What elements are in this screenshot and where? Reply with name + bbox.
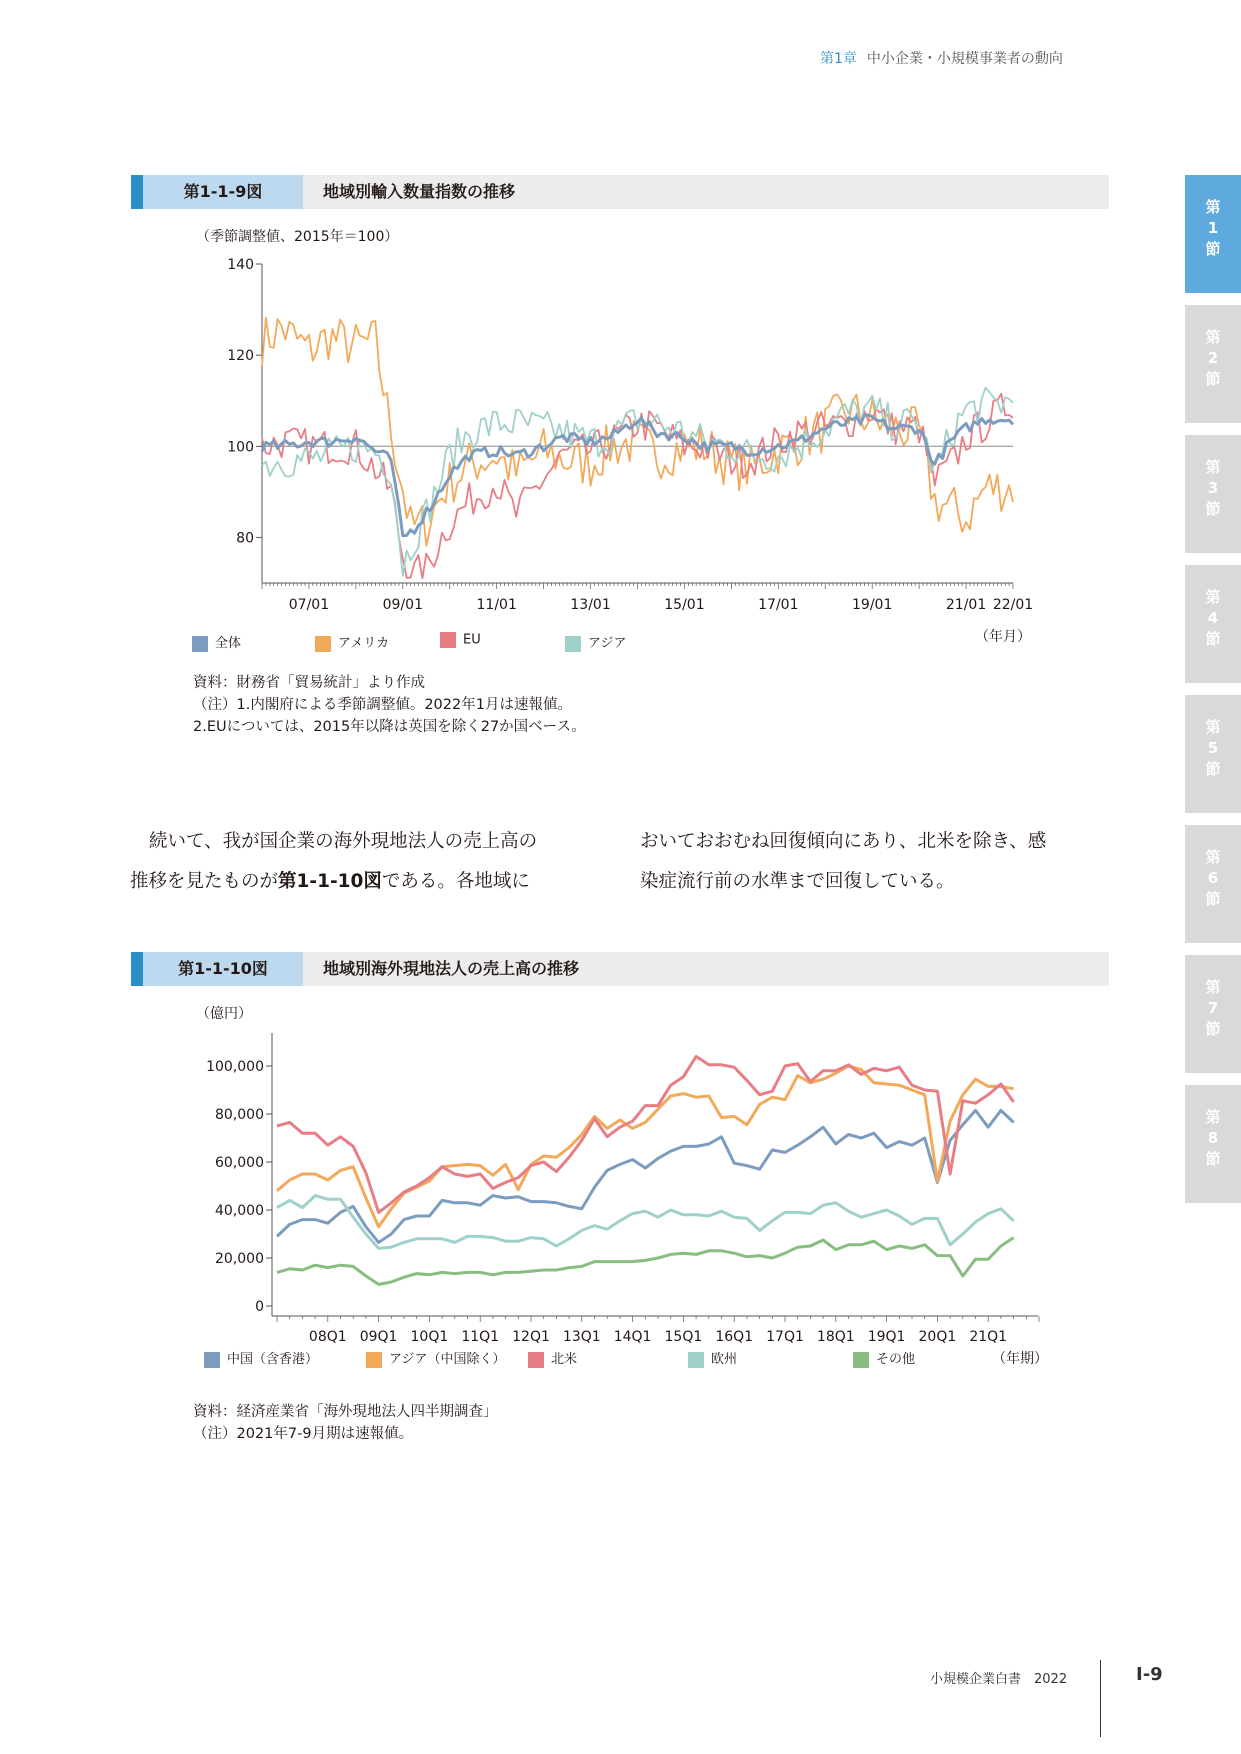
section-tab-label: 2 (1207, 349, 1219, 367)
legend-item (366, 1348, 505, 1368)
y-tick-label: 80 (236, 530, 254, 547)
section-tab-label: 第 (1205, 848, 1221, 866)
legend-label: その他 (876, 1352, 916, 1367)
legend-swatch (688, 1352, 704, 1368)
legend-swatch (204, 1352, 220, 1368)
series-line-1 (277, 1110, 1014, 1242)
import-volume-chart (180, 250, 1060, 670)
running-header (820, 48, 1150, 68)
figure-reference: 第1-1-10図 (278, 871, 382, 892)
section-tab-label: 節 (1205, 370, 1221, 388)
section-tab-6[interactable] (1185, 825, 1241, 943)
legend-label: 中国（含香港） (227, 1352, 319, 1367)
figure-2-number: 第1-1-10図 (143, 952, 303, 986)
section-tab-3[interactable] (1185, 435, 1241, 553)
series-line-4 (262, 388, 1013, 576)
heading-accent (131, 952, 143, 986)
x-tick-label: 19/01 (852, 597, 893, 613)
chapter-number: 第1章 (820, 51, 857, 67)
series-line-3 (277, 1056, 1014, 1212)
section-tab-label: 3 (1207, 479, 1219, 497)
section-tab-label: 8 (1207, 1129, 1219, 1147)
legend-label: アメリカ (338, 636, 390, 651)
section-tab-1[interactable] (1185, 175, 1241, 293)
section-tab-7[interactable] (1185, 955, 1241, 1073)
figure-2-source: 資料：経済産業省「海外現地法人四半期調査」 (193, 1404, 498, 1420)
x-tick-label: 17Q1 (766, 1329, 804, 1345)
section-tab-label: 節 (1205, 500, 1221, 518)
figure-2-unit: （億円） (196, 1006, 252, 1022)
heading-accent (131, 175, 143, 209)
section-tab-label: 7 (1207, 999, 1219, 1017)
publication-title: 小規模企業白書 2022 (930, 1672, 1068, 1687)
section-tab-label: 第 (1205, 1108, 1221, 1126)
legend-label: EU (463, 632, 481, 648)
x-tick-label: 20Q1 (918, 1329, 957, 1345)
x-tick-label: 15/01 (664, 597, 705, 613)
figure-1-source: 資料：財務省「貿易統計」より作成 (193, 675, 425, 691)
y-tick-label: 80,000 (215, 1107, 264, 1123)
x-tick-label: 09/01 (382, 597, 423, 613)
section-tab-label: 1 (1207, 219, 1219, 237)
section-tab-5[interactable] (1185, 695, 1241, 813)
section-tab-label: 6 (1207, 869, 1219, 887)
series-line-2 (277, 1066, 1014, 1227)
section-tab-label: 第 (1205, 328, 1221, 346)
legend-label: 欧州 (711, 1352, 738, 1367)
section-tab-4[interactable] (1185, 565, 1241, 683)
x-tick-label: 08Q1 (308, 1329, 347, 1345)
x-tick-label: 12Q1 (512, 1329, 550, 1345)
section-tab-label: 第 (1205, 588, 1221, 606)
x-tick-label: 15Q1 (664, 1329, 703, 1345)
x-tick-label: 18Q1 (816, 1329, 855, 1345)
series-line-5 (277, 1238, 1014, 1285)
figure-2-heading (131, 952, 1109, 986)
section-tab-label: 節 (1205, 240, 1221, 258)
x-tick-label: 22/01 (992, 597, 1034, 613)
series-line-4 (277, 1196, 1014, 1249)
legend-item (688, 1348, 737, 1368)
y-tick-label: 20,000 (215, 1251, 264, 1267)
x-tick-label: 14Q1 (613, 1329, 652, 1345)
y-tick-label: 140 (227, 257, 254, 273)
legend-label: 北米 (551, 1352, 578, 1367)
section-tab-label: 節 (1205, 630, 1221, 648)
legend-label: アジア (588, 636, 627, 651)
x-tick-label: 17/01 (758, 597, 799, 613)
x-tick-label: 07/01 (288, 597, 330, 613)
section-tab-8[interactable] (1185, 1085, 1241, 1203)
section-tab-label: 節 (1205, 890, 1221, 908)
section-tab-label: 節 (1205, 1150, 1221, 1168)
x-tick-label: 09Q1 (359, 1329, 398, 1345)
y-tick-label: 100,000 (206, 1059, 264, 1075)
figure-1-x-unit: （年月） (975, 629, 1031, 645)
y-tick-label: 100 (227, 439, 254, 456)
legend-swatch (565, 636, 581, 652)
legend-swatch (315, 636, 331, 652)
chapter-title: 中小企業・小規模事業者の動向 (866, 51, 1063, 67)
x-tick-label: 11/01 (476, 597, 517, 613)
figure-2-title: 地域別海外現地法人の売上高の推移 (323, 959, 580, 978)
figure-1-heading (131, 175, 1109, 209)
figure-1-title: 地域別輸入数量指数の推移 (323, 182, 516, 201)
body-line: 染症流行前の水準まで回復している。 (640, 871, 955, 892)
legend-item (528, 1348, 577, 1368)
body-line (130, 862, 610, 902)
x-tick-label: 11Q1 (461, 1329, 500, 1345)
body-text: である。各地域に (381, 871, 530, 892)
body-line: おいておおむね回復傾向にあり、北米を除き、感 (640, 831, 1047, 852)
x-tick-label: 13Q1 (562, 1329, 601, 1345)
section-tab-label: 第 (1205, 978, 1221, 996)
legend-swatch (440, 632, 456, 648)
x-tick-label: 13/01 (570, 597, 611, 613)
body-line: 続いて、我が国企業の海外現地法人の売上高の (149, 831, 538, 852)
legend-item (204, 1348, 318, 1368)
section-tab-2[interactable] (1185, 305, 1241, 423)
legend-swatch (192, 636, 208, 652)
section-tab-label: 第 (1205, 198, 1221, 216)
legend-swatch (366, 1352, 382, 1368)
y-tick-label: 0 (255, 1299, 264, 1315)
footer-divider (1100, 1660, 1101, 1737)
figure-2-note-1: （注）2021年7-9月期は速報値。 (193, 1426, 414, 1442)
legend-label: 全体 (215, 636, 242, 651)
legend-item (853, 1348, 915, 1368)
x-tick-label: 21Q1 (969, 1329, 1008, 1345)
x-tick-label: 16Q1 (715, 1329, 754, 1345)
figure-1-number: 第1-1-9図 (143, 175, 303, 209)
x-tick-label: 19Q1 (867, 1329, 906, 1345)
section-tab-label: 節 (1205, 1020, 1221, 1038)
page-number: Ⅰ-9 (1136, 1664, 1163, 1685)
legend-item (192, 632, 241, 652)
legend-item (315, 632, 389, 652)
legend-swatch (528, 1352, 544, 1368)
legend-item (565, 632, 626, 652)
y-tick-label: 120 (227, 348, 254, 365)
x-unit-label: （年期） (992, 1351, 1048, 1367)
section-tab-label: 節 (1205, 760, 1221, 778)
section-tab-label: 第 (1205, 458, 1221, 476)
legend-label: アジア（中国除く） (389, 1352, 506, 1367)
x-tick-label: 10Q1 (410, 1329, 449, 1345)
section-tab-label: 5 (1207, 739, 1219, 757)
body-text: 推移を見たものが (130, 871, 279, 892)
figure-1-note-2: 2.EUについては、2015年以降は英国を除く27か国ベース。 (193, 719, 586, 735)
body-column-2 (640, 822, 1120, 902)
section-tab-label: 第 (1205, 718, 1221, 736)
legend-item (440, 632, 481, 648)
section-tab-label: 4 (1207, 609, 1219, 627)
body-column-1 (130, 822, 610, 902)
figure-1-unit: （季節調整値、2015年＝100） (196, 229, 399, 245)
y-tick-label: 60,000 (215, 1155, 264, 1171)
legend-swatch (853, 1352, 869, 1368)
figure-1-note-1: （注）1.内閣府による季節調整値。2022年1月は速報値。 (193, 697, 572, 713)
y-tick-label: 40,000 (215, 1203, 264, 1219)
x-tick-label: 21/01 (945, 597, 987, 613)
